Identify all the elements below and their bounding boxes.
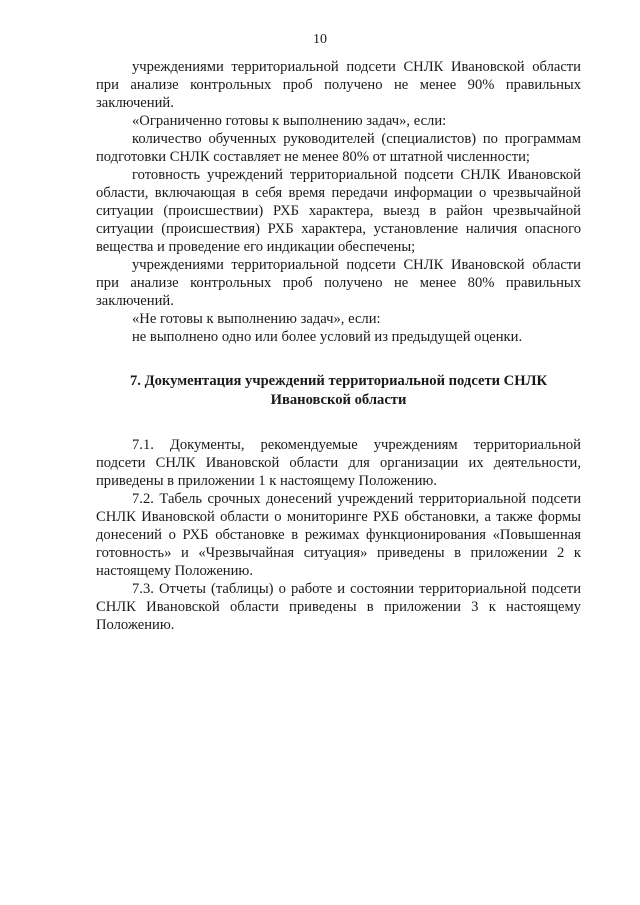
- paragraph-80-percent: учреждениями территориальной подсети СНЛК Ивановской области при анализе контрольных проб получено не менее 80% правильных заключений.: [96, 257, 581, 309]
- paragraph-readiness-time: готовность учреждений территориальной подсети СНЛК Ивановской области, включающая в себя время передачи информации о чрезвычайной ситуации (происшествии) РХБ характера, выезд в район чрезвычайной ситуации (происшествия) РХБ характера, установление наличия опасного вещества и проведение его индикации обеспечены;: [96, 167, 581, 255]
- paragraph-trained-staff: количество обученных руководителей (специалистов) по программам подготовки СНЛК составляет не менее 80% от штатной численности;: [96, 131, 581, 165]
- paragraph-limited-ready-condition: «Ограниченно готовы к выполнению задач», если:: [132, 113, 447, 129]
- page-number: 10: [313, 32, 327, 47]
- paragraph-7-1: 7.1. Документы, рекомендуемые учреждениям территориальной подсети СНЛК Ивановской области для организации их деятельности, приведены в приложении 1 к настоящему Положению.: [96, 437, 581, 489]
- paragraph-7-3: 7.3. Отчеты (таблицы) о работе и состоянии территориальной подсети СНЛК Ивановской области приведены в приложении 3 к настоящему Положению.: [96, 581, 581, 633]
- paragraph-not-met: не выполнено одно или более условий из предыдущей оценки.: [132, 329, 523, 345]
- document-body: [96, 58, 581, 634]
- paragraph-not-ready-condition: «Не готовы к выполнению задач», если:: [132, 311, 381, 327]
- paragraph-7-2: 7.2. Табель срочных донесений учреждений территориальной подсети СНЛК Ивановской области о мониторинге РХБ обстановки, а также формы донесений о РХБ обстановке в режимах функционирования «Повышенная готовность» и «Чрезвычайная ситуация» приведены в приложении 2 к настоящему Положению.: [96, 491, 581, 579]
- paragraph-continuation-90-percent: учреждениями территориальной подсети СНЛК Ивановской области при анализе контрольных проб получено не менее 90% правильных заключений.: [96, 59, 581, 111]
- section-heading: 7. Документация учреждений территориальной подсети СНЛК Ивановской области: [129, 373, 548, 408]
